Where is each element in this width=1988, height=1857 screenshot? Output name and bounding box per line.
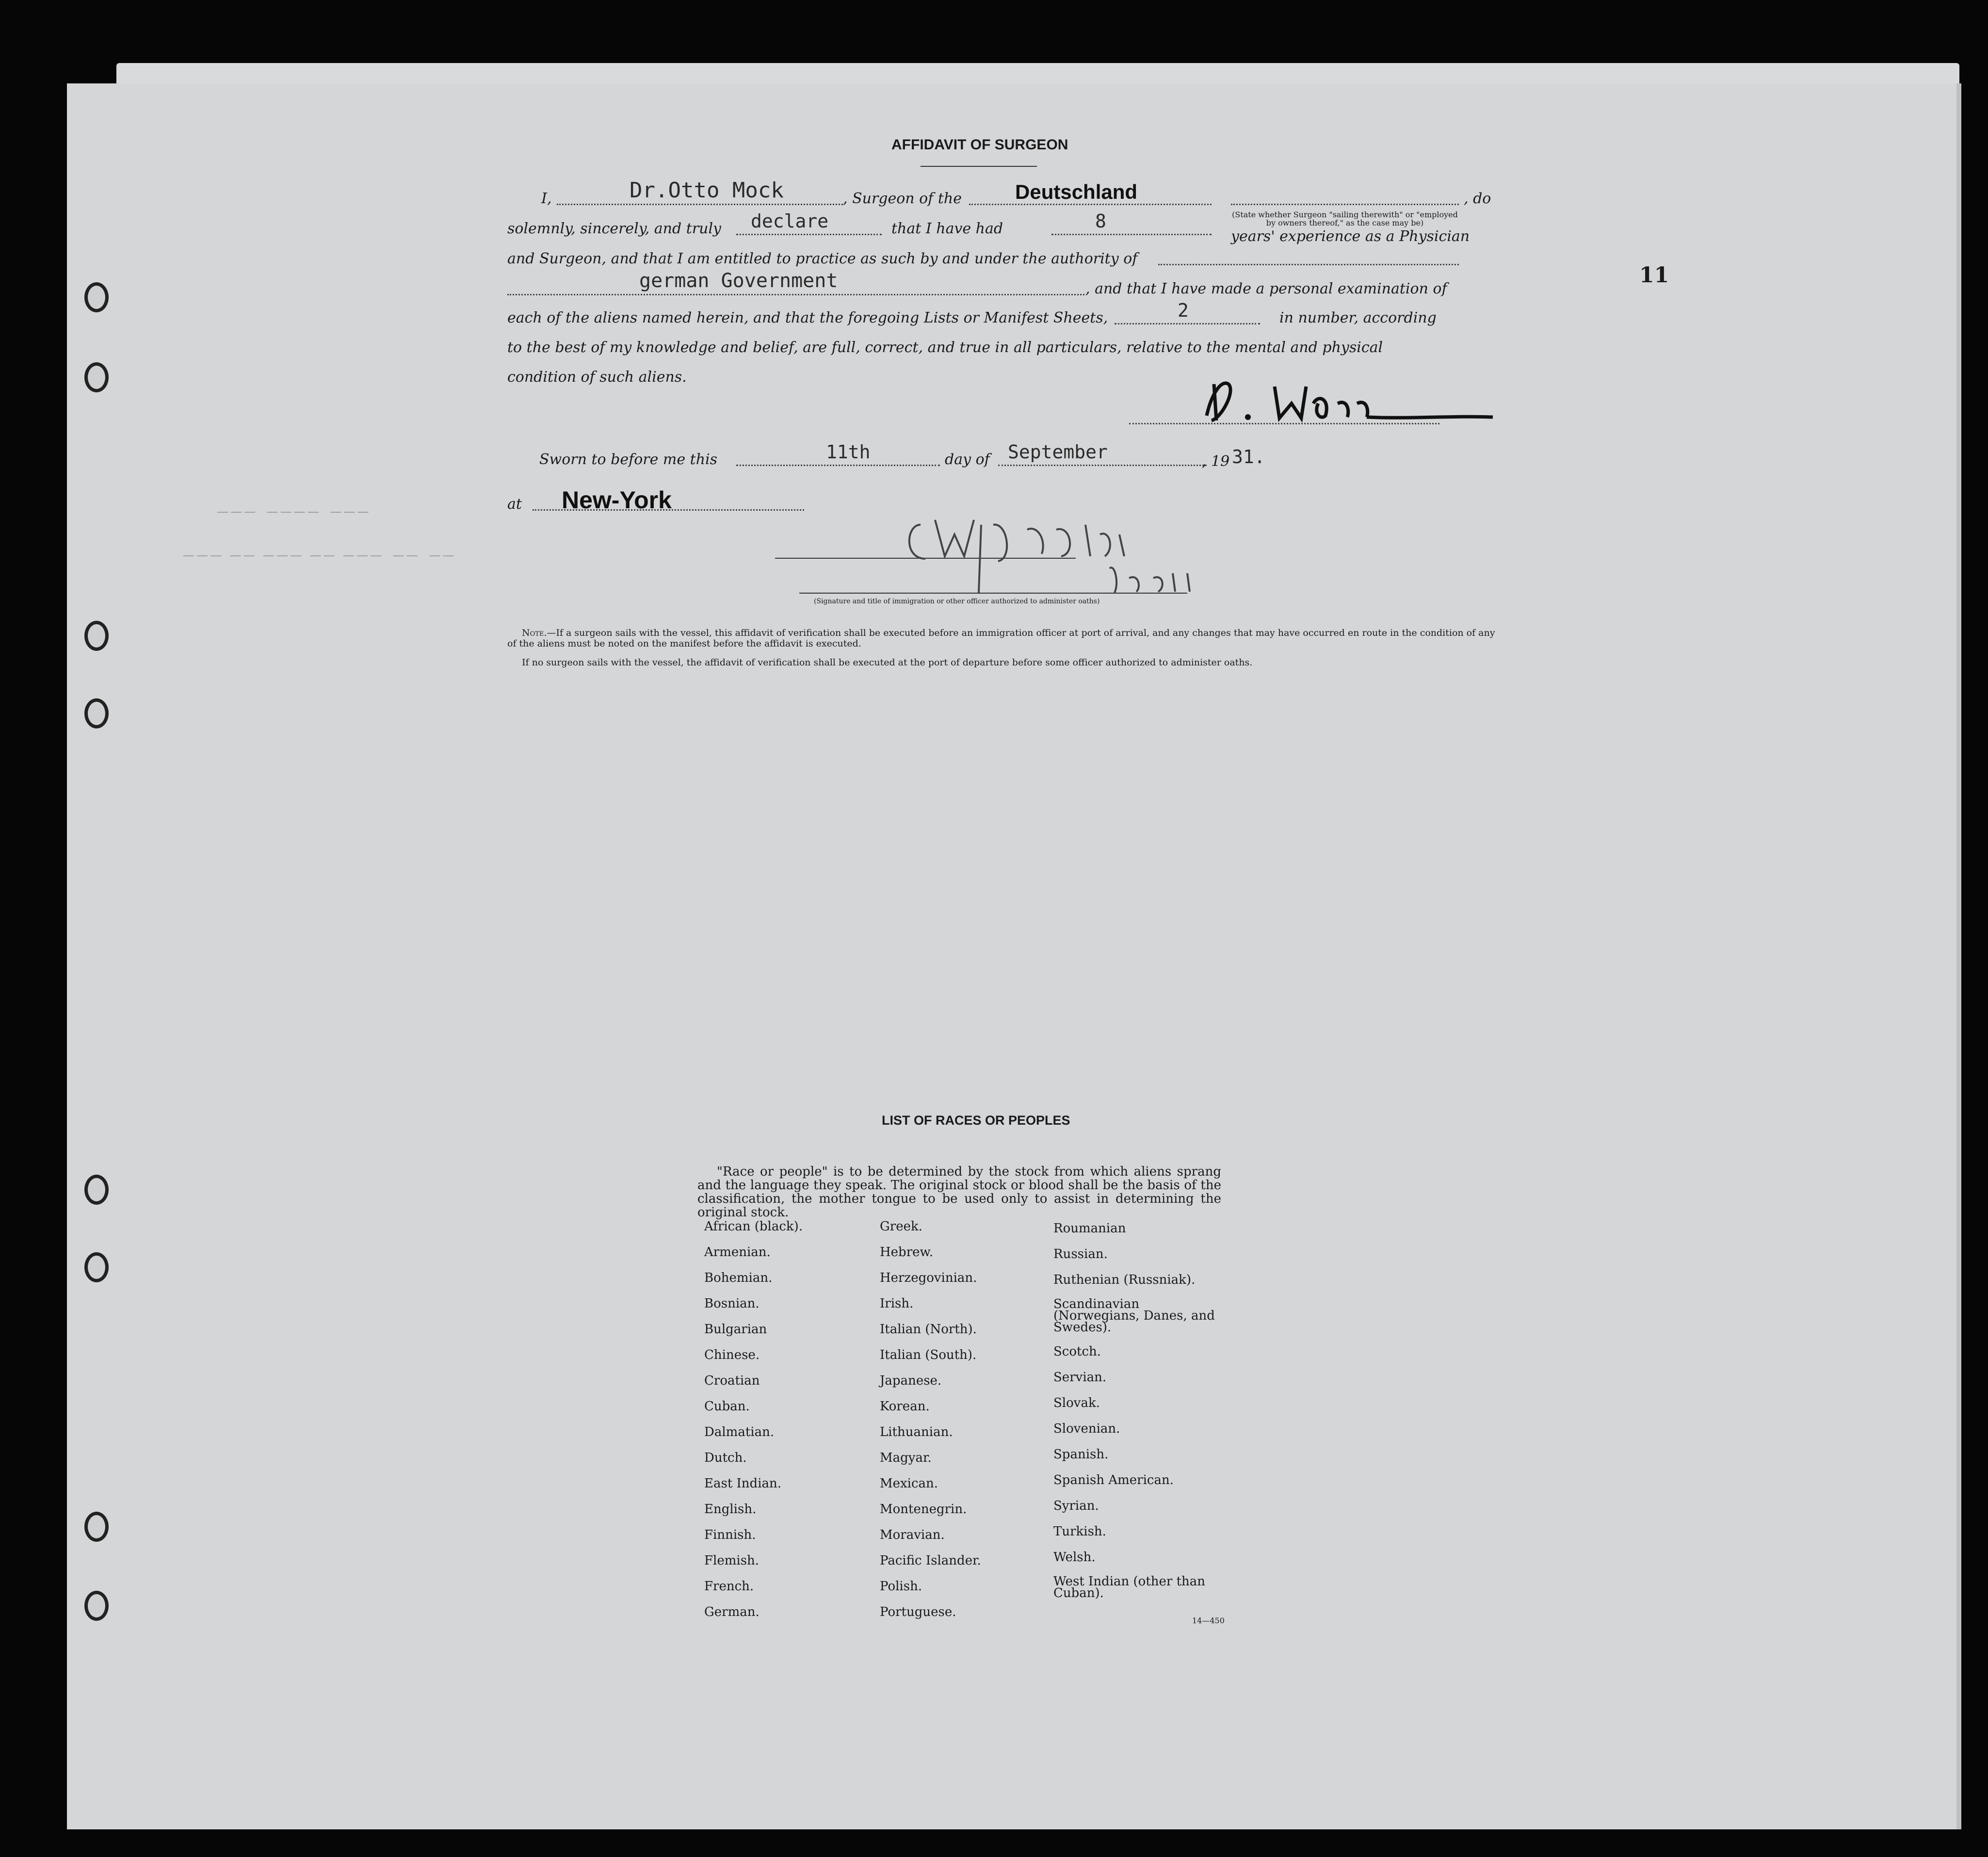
race-item: East Indian. bbox=[704, 1476, 782, 1491]
affidavit-title: AFFIDAVIT OF SURGEON bbox=[891, 137, 1068, 153]
race-item: English. bbox=[704, 1502, 757, 1517]
vessel-line bbox=[969, 204, 1212, 205]
race-item: Servian. bbox=[1053, 1370, 1107, 1385]
race-item: West Indian (other than Cuban). bbox=[1053, 1574, 1206, 1600]
binder-hole bbox=[84, 1175, 109, 1205]
race-item: Polish. bbox=[880, 1579, 922, 1594]
race-item: Irish. bbox=[880, 1296, 914, 1311]
officer-line-b bbox=[799, 593, 1187, 594]
race-item: Korean. bbox=[880, 1399, 930, 1414]
sheets-value: 2 bbox=[1178, 300, 1189, 321]
line6-text: to the best of my knowledge and belief, are full, correct, and true in all particulars, relative to the mental and physical bbox=[507, 339, 1383, 356]
authority-line-a bbox=[1158, 264, 1459, 265]
race-item: Spanish. bbox=[1053, 1447, 1109, 1462]
race-item: Welsh. bbox=[1053, 1550, 1096, 1565]
race-item: Japanese. bbox=[880, 1373, 942, 1388]
race-item: Scandinavian (Norwegians, Danes, and Swedes). bbox=[1053, 1297, 1215, 1335]
races-intro: "Race or people" is to be determined by the stock from which aliens sprang and the language they speak. The original stock or blood shall be the basis of the classification, the mother tongue to be used only to assist in determining the original stock. bbox=[697, 1164, 1221, 1220]
note-paragraph-2: If no surgeon sails with the vessel, the affidavit of verification shall be executed at the port of departure before some officer authorized to administer oaths. bbox=[522, 657, 1253, 668]
race-item: Croatian bbox=[704, 1373, 760, 1388]
race-item: French. bbox=[704, 1579, 754, 1594]
binder-hole bbox=[84, 1252, 109, 1282]
sworn-month: September bbox=[1008, 441, 1108, 463]
binder-hole bbox=[84, 698, 109, 728]
document-page bbox=[67, 83, 1961, 1829]
authority-line-b bbox=[507, 294, 1084, 295]
race-item: Turkish. bbox=[1053, 1524, 1106, 1539]
at-prefix: at bbox=[507, 496, 522, 513]
line2-prefix: solemnly, sincerely, and truly bbox=[507, 220, 722, 237]
binder-hole bbox=[84, 621, 109, 651]
title-rule bbox=[921, 166, 1037, 167]
surgeon-type-line bbox=[1231, 204, 1459, 205]
sworn-day: 11th bbox=[826, 441, 871, 463]
sworn-year: 31. bbox=[1232, 446, 1265, 468]
races-column-3 bbox=[1053, 1221, 1218, 1610]
note-text-1: —If a surgeon sails with the vessel, this affidavit of verification shall be executed before an immigration officer at port of arrival, and any changes that may have occurred en route in the condition of any of the aliens must be noted on the manifest before the affidavit is executed. bbox=[507, 628, 1495, 649]
races-title: LIST OF RACES OR PEOPLES bbox=[882, 1113, 1070, 1128]
sworn-prefix: Sworn to before me this bbox=[539, 451, 718, 468]
vessel-name: Deutschland bbox=[1015, 180, 1138, 203]
line4-end: , and that I have made a personal examination of bbox=[1085, 280, 1447, 297]
race-item: Moravian. bbox=[880, 1528, 945, 1542]
officer-caption: (Signature and title of immigration or other officer authorized to administer oaths) bbox=[814, 597, 1100, 605]
declare-word: declare bbox=[751, 210, 829, 232]
surgeon-name-line bbox=[557, 204, 843, 205]
declare-line bbox=[736, 234, 882, 235]
race-item: Russian. bbox=[1053, 1247, 1108, 1261]
race-item: Slovak. bbox=[1053, 1396, 1100, 1410]
sworn-mid: day of bbox=[945, 451, 990, 468]
line3-text: and Surgeon, and that I am entitled to practice as such by and under the authority of bbox=[507, 250, 1138, 267]
race-item: Cuban. bbox=[704, 1399, 750, 1414]
race-item: Ruthenian (Russniak). bbox=[1053, 1273, 1196, 1287]
race-item: German. bbox=[704, 1605, 760, 1619]
races-column-2 bbox=[880, 1219, 981, 1631]
race-item: Magyar. bbox=[880, 1451, 932, 1465]
page-number: 11 bbox=[1639, 263, 1669, 288]
years-value: 8 bbox=[1095, 210, 1106, 232]
race-item: Dalmatian. bbox=[704, 1425, 775, 1439]
race-item: African (black). bbox=[704, 1219, 803, 1234]
race-item: Lithuanian. bbox=[880, 1425, 953, 1439]
race-item: Armenian. bbox=[704, 1245, 771, 1260]
race-item: Bulgarian bbox=[704, 1322, 767, 1337]
race-item: Slovenian. bbox=[1053, 1421, 1120, 1436]
line5-end: in number, according bbox=[1279, 309, 1437, 326]
race-item: Mexican. bbox=[880, 1476, 938, 1491]
form-number: 14—450 bbox=[1192, 1616, 1225, 1625]
race-item: Italian (South). bbox=[880, 1348, 977, 1362]
race-item: Chinese. bbox=[704, 1348, 760, 1362]
years-line bbox=[1051, 234, 1212, 235]
binder-hole bbox=[84, 1591, 109, 1621]
race-item: Flemish. bbox=[704, 1553, 760, 1568]
race-item: Roumanian bbox=[1053, 1221, 1126, 1236]
day-line bbox=[736, 465, 940, 466]
race-item: Herzegovinian. bbox=[880, 1271, 977, 1285]
line7-text: condition of such aliens. bbox=[507, 369, 687, 386]
race-item: Pacific Islander. bbox=[880, 1553, 981, 1568]
bleed-through-text: — — — — — — — — — — — — — — — — — bbox=[183, 549, 454, 561]
line2-mid: that I have had bbox=[891, 220, 1003, 237]
line1-prefix: I, bbox=[541, 190, 552, 207]
race-item: Hebrew. bbox=[880, 1245, 933, 1260]
month-line bbox=[998, 465, 1207, 466]
race-item: Portuguese. bbox=[880, 1605, 956, 1619]
line5-prefix: each of the aliens named herein, and that the foregoing Lists or Manifest Sheets, bbox=[507, 309, 1108, 326]
authority-value: german Government bbox=[639, 270, 838, 292]
sworn-year-prefix: , 19 bbox=[1202, 453, 1230, 470]
note-label: Note. bbox=[522, 628, 547, 638]
race-item: Italian (North). bbox=[880, 1322, 977, 1337]
surgeon-signature bbox=[1202, 374, 1541, 433]
race-item: Montenegrin. bbox=[880, 1502, 967, 1517]
surgeon-name: Dr.Otto Mock bbox=[630, 178, 784, 203]
place-stamp: New-York bbox=[562, 486, 672, 514]
race-item: Spanish American. bbox=[1053, 1473, 1174, 1487]
binder-hole bbox=[84, 282, 109, 312]
binder-hole bbox=[84, 362, 109, 392]
note-paragraph bbox=[507, 628, 1506, 649]
race-item: Scotch. bbox=[1053, 1344, 1101, 1359]
race-item: Greek. bbox=[880, 1219, 922, 1234]
race-item: Bohemian. bbox=[704, 1271, 773, 1285]
officer-signature bbox=[901, 505, 1279, 597]
line2-end: years' experience as a Physician bbox=[1231, 228, 1470, 245]
race-item: Dutch. bbox=[704, 1451, 747, 1465]
race-item: Bosnian. bbox=[704, 1296, 760, 1311]
line1-mid: , Surgeon of the bbox=[843, 190, 962, 207]
sheets-line bbox=[1115, 323, 1260, 324]
bleed-through-text: — — — — — — — — — — bbox=[217, 505, 369, 517]
race-item: Syrian. bbox=[1053, 1499, 1099, 1513]
race-item: Finnish. bbox=[704, 1528, 756, 1542]
races-column-1 bbox=[704, 1219, 803, 1631]
binder-hole bbox=[84, 1512, 109, 1542]
surgeon-note: (State whether Surgeon "sailing therewith" or "employed by owners thereof," as the case may be) bbox=[1232, 210, 1458, 227]
line1-end: , do bbox=[1464, 190, 1491, 207]
